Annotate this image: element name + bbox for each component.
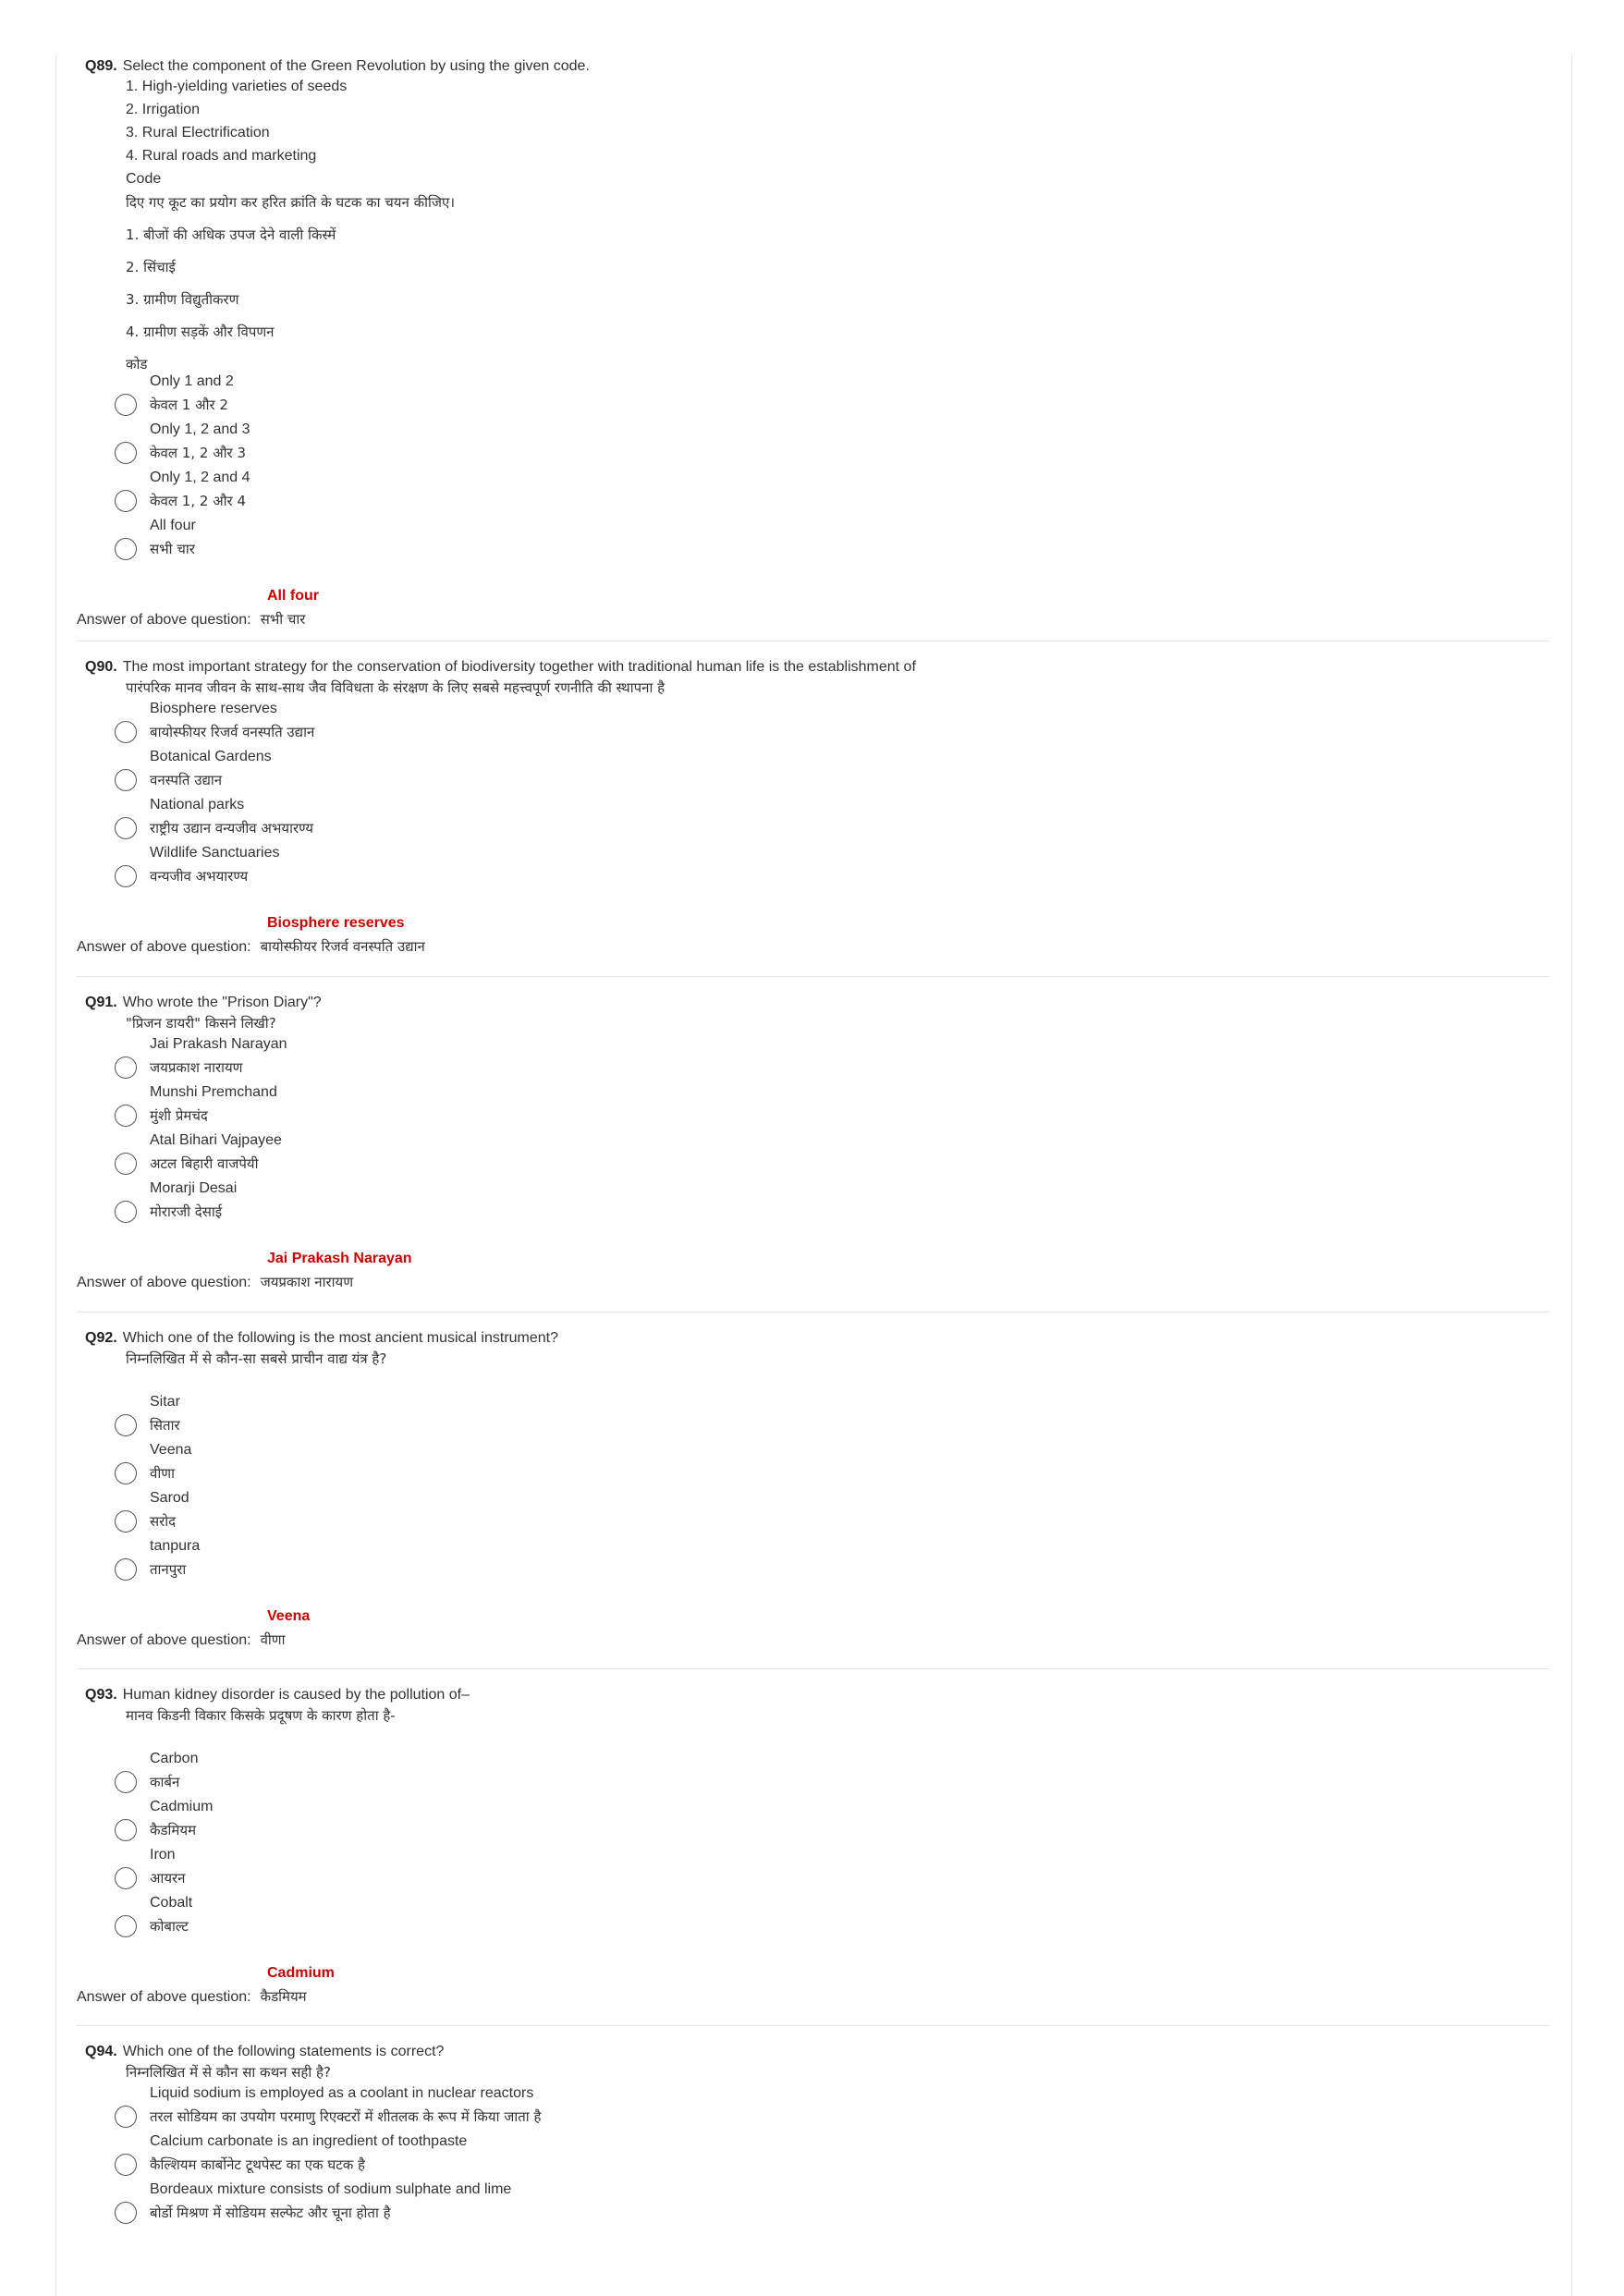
answer-label: Answer of above question: — [77, 612, 251, 628]
option-label: tanpura — [150, 1538, 201, 1554]
option-radio[interactable] — [115, 1153, 137, 1175]
correct-answer: Veena — [267, 1608, 311, 1624]
option-radio[interactable] — [115, 1819, 137, 1841]
question-header — [85, 1329, 558, 1348]
option-label-hindi: सितार — [150, 1417, 180, 1434]
question-text-hindi: कोड — [126, 356, 148, 372]
question-text-hindi: निम्नलिखित में से कौन सा कथन सही है? — [126, 2064, 331, 2081]
answer-label: Answer of above question: — [77, 1275, 251, 1290]
option-label-hindi: केवल 1 और 2 — [150, 397, 228, 413]
option-label: National parks — [150, 797, 245, 812]
correct-answer: Cadmium — [267, 1965, 335, 1981]
answer-row — [77, 1272, 353, 1293]
question-separator — [77, 2025, 1549, 2026]
question-text: Who wrote the "Prison Diary"? — [122, 995, 322, 1010]
option-label-hindi: बायोस्फीयर रिजर्व वनस्पति उद्यान — [150, 724, 315, 740]
option-label: Atal Bihari Vajpayee — [150, 1132, 282, 1148]
question-text-hindi: 2. सिंचाई — [126, 259, 176, 275]
option-label-hindi: वन्यजीव अभयारण्य — [150, 868, 249, 885]
option-label: Sarod — [150, 1490, 189, 1506]
question-detail-line: 1. High-yielding varieties of seeds — [126, 79, 348, 94]
question-text: Select the component of the Green Revolution by using the given code. — [122, 58, 590, 74]
option-radio[interactable] — [115, 817, 137, 839]
option-label-hindi: अटल बिहारी वाजपेयी — [150, 1155, 259, 1172]
option-label-hindi: वीणा — [150, 1465, 175, 1482]
question-text: Human kidney disorder is caused by the pollution of– — [122, 1687, 470, 1703]
question-number: Q90. — [85, 659, 117, 675]
option-label: Morarji Desai — [150, 1180, 238, 1196]
option-label-hindi: कोबाल्ट — [150, 1918, 189, 1935]
option-radio[interactable] — [115, 1867, 137, 1889]
answer-label: Answer of above question: — [77, 1989, 251, 2005]
question-number: Q91. — [85, 995, 117, 1010]
option-label: Veena — [150, 1442, 192, 1458]
option-label: Sitar — [150, 1394, 180, 1410]
option-radio[interactable] — [115, 1771, 137, 1793]
correct-answer: Jai Prakash Narayan — [267, 1251, 412, 1266]
answer-hindi: वीणा — [260, 1631, 286, 1648]
option-label: Cadmium — [150, 1799, 214, 1814]
option-label: Carbon — [150, 1751, 199, 1766]
answer-row — [77, 1986, 307, 2008]
option-radio[interactable] — [115, 769, 137, 791]
question-header — [85, 658, 916, 677]
option-label-hindi: मोरारजी देसाई — [150, 1203, 223, 1220]
option-label: Jai Prakash Narayan — [150, 1036, 287, 1052]
question-text-hindi: मानव किडनी विकार किसके प्रदूषण के कारण होता है- — [126, 1707, 396, 1724]
answer-hindi: जयप्रकाश नारायण — [260, 1274, 354, 1290]
question-header — [85, 57, 590, 76]
option-label-hindi: कार्बन — [150, 1774, 180, 1790]
option-radio[interactable] — [115, 1462, 137, 1484]
option-label: Iron — [150, 1847, 176, 1862]
question-text-hindi: "प्रिजन डायरी" किसने लिखी? — [126, 1015, 276, 1032]
option-label-hindi: केवल 1, 2 और 3 — [150, 445, 246, 461]
answer-label: Answer of above question: — [77, 939, 251, 955]
option-label-hindi: तानपुरा — [150, 1561, 187, 1578]
option-radio[interactable] — [115, 1105, 137, 1127]
question-header — [85, 1686, 470, 1704]
option-label-hindi: आयरन — [150, 1870, 186, 1887]
question-number: Q93. — [85, 1687, 117, 1703]
question-header — [85, 994, 322, 1012]
answer-hindi: बायोस्फीयर रिजर्व वनस्पति उद्यान — [260, 938, 425, 955]
option-radio[interactable] — [115, 721, 137, 743]
correct-answer: All four — [267, 588, 319, 604]
option-label-hindi: सभी चार — [150, 541, 195, 557]
option-label-hindi: बोर्डो मिश्रण में सोडियम सल्फेट और चूना होता है — [150, 2204, 391, 2221]
answer-row — [77, 609, 305, 630]
question-detail-line: 2. Irrigation — [126, 102, 201, 117]
option-label: All four — [150, 518, 196, 533]
option-radio[interactable] — [115, 1201, 137, 1223]
option-label: Only 1 and 2 — [150, 373, 234, 389]
option-radio[interactable] — [115, 442, 137, 464]
question-number: Q94. — [85, 2044, 117, 2059]
answer-row — [77, 1630, 286, 1651]
question-detail-line: 4. Rural roads and marketing — [126, 148, 317, 164]
answer-hindi: सभी चार — [260, 611, 306, 628]
answer-row — [77, 936, 425, 958]
option-label: Bordeaux mixture consists of sodium sulphate and lime — [150, 2181, 512, 2197]
question-text-hindi: निम्नलिखित में से कौन-सा सबसे प्राचीन वाद्य यंत्र है? — [126, 1350, 387, 1367]
answer-label: Answer of above question: — [77, 1632, 251, 1648]
option-label: Calcium carbonate is an ingredient of toothpaste — [150, 2133, 468, 2149]
question-separator — [77, 1312, 1549, 1313]
option-label: Only 1, 2 and 4 — [150, 470, 250, 485]
option-label-hindi: कैल्शियम कार्बोनेट टूथपेस्ट का एक घटक है — [150, 2156, 366, 2173]
question-text-hindi: 4. ग्रामीण सड़कें और विपणन — [126, 324, 275, 340]
option-label-hindi: तरल सोडियम का उपयोग परमाणु रिएक्टरों में शीतलक के रूप में किया जाता है — [150, 2108, 542, 2125]
question-text: The most important strategy for the conservation of biodiversity together with traditional human life is the establishment of — [122, 659, 916, 675]
option-radio[interactable] — [115, 538, 137, 560]
option-label-hindi: वनस्पति उद्यान — [150, 772, 223, 788]
option-label: Liquid sodium is employed as a coolant in nuclear reactors — [150, 2085, 534, 2101]
option-label: Only 1, 2 and 3 — [150, 421, 250, 437]
question-number: Q89. — [85, 58, 117, 74]
option-label-hindi: केवल 1, 2 और 4 — [150, 493, 246, 509]
option-radio[interactable] — [115, 1915, 137, 1937]
option-label-hindi: मुंशी प्रेमचंद — [150, 1107, 208, 1124]
option-radio[interactable] — [115, 394, 137, 416]
option-radio[interactable] — [115, 1056, 137, 1079]
option-label-hindi: जयप्रकाश नारायण — [150, 1059, 243, 1076]
option-label: Wildlife Sanctuaries — [150, 845, 280, 861]
question-header — [85, 2043, 444, 2061]
question-detail-line: Code — [126, 171, 162, 187]
option-radio[interactable] — [115, 865, 137, 887]
option-radio[interactable] — [115, 2106, 137, 2128]
option-label: Biosphere reserves — [150, 701, 277, 716]
option-radio[interactable] — [115, 490, 137, 512]
question-text: Which one of the following is the most ancient musical instrument? — [122, 1330, 559, 1346]
question-text-hindi: दिए गए कूट का प्रयोग कर हरित क्रांति के घटक का चयन कीजिए। — [126, 194, 456, 211]
answer-hindi: कैडमियम — [260, 1988, 307, 2005]
option-label-hindi: कैडमियम — [150, 1822, 197, 1838]
question-text: Which one of the following statements is correct? — [122, 2044, 445, 2059]
option-radio[interactable] — [115, 1510, 137, 1533]
option-radio[interactable] — [115, 2202, 137, 2224]
option-radio[interactable] — [115, 1558, 137, 1581]
option-label-hindi: राष्ट्रीय उद्यान वन्यजीव अभयारण्य — [150, 820, 313, 837]
option-radio[interactable] — [115, 1414, 137, 1436]
option-radio[interactable] — [115, 2154, 137, 2176]
option-label: Cobalt — [150, 1895, 193, 1911]
question-separator — [77, 1668, 1549, 1669]
correct-answer: Biosphere reserves — [267, 915, 405, 931]
question-number: Q92. — [85, 1330, 117, 1346]
question-text-hindi: 1. बीजों की अधिक उपज देने वाली किस्में — [126, 226, 336, 243]
option-label-hindi: सरोद — [150, 1513, 177, 1530]
question-text-hindi: पारंपरिक मानव जीवन के साथ-साथ जैव विविधता के संरक्षण के लिए सबसे महत्त्वपूर्ण रणनीति की स्थापना है — [126, 679, 665, 696]
option-label: Botanical Gardens — [150, 749, 272, 764]
question-separator — [77, 976, 1549, 977]
question-text-hindi: 3. ग्रामीण विद्युतीकरण — [126, 291, 239, 308]
option-label: Munshi Premchand — [150, 1084, 277, 1100]
question-detail-line: 3. Rural Electrification — [126, 125, 270, 140]
